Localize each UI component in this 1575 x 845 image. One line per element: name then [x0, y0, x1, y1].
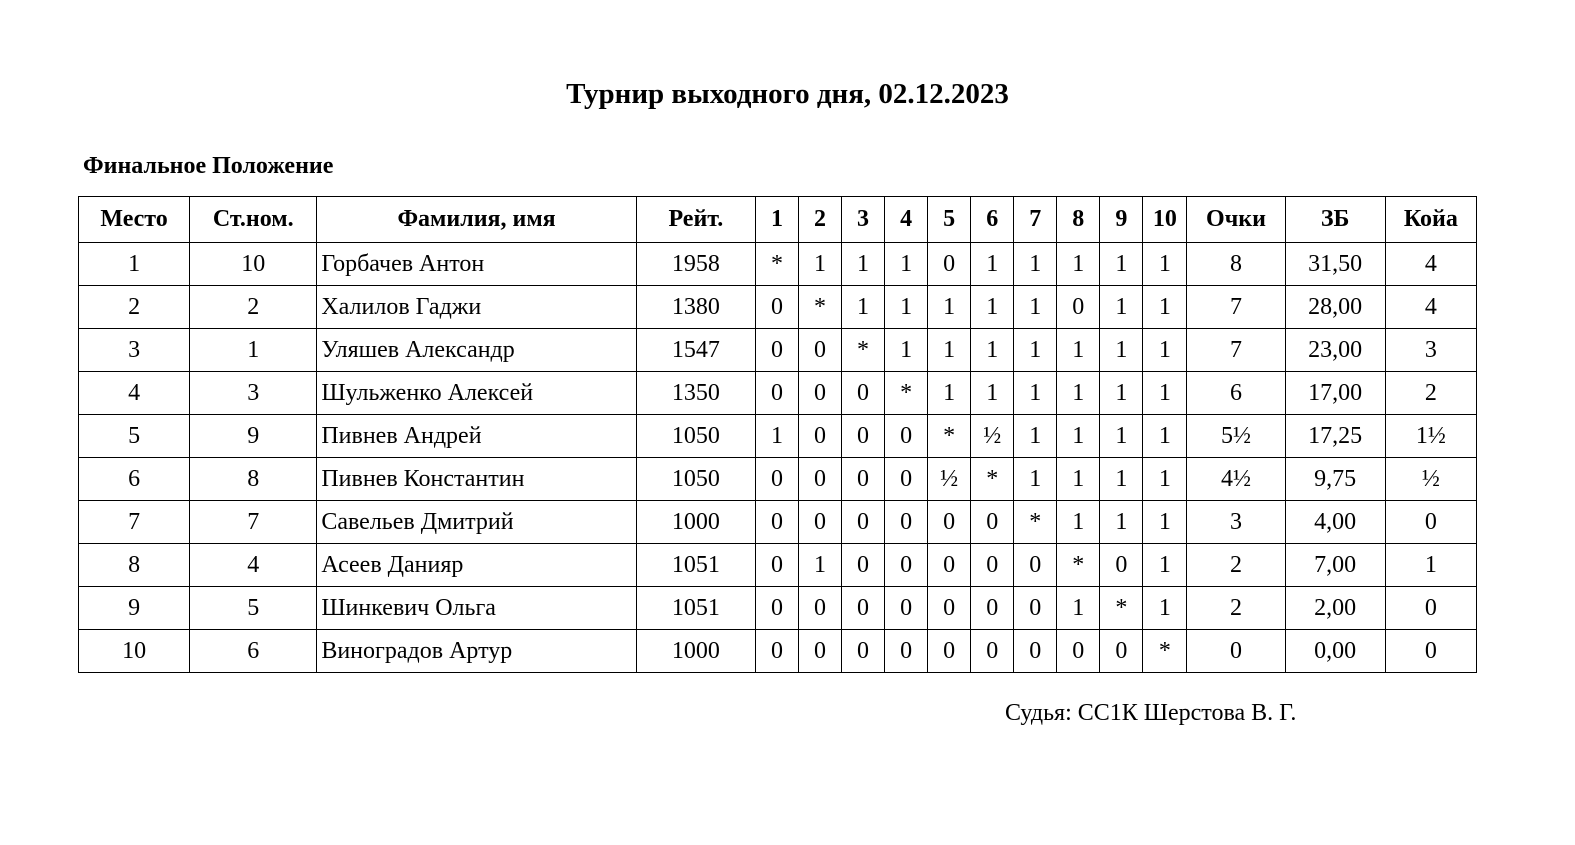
- result-cell: *: [798, 286, 841, 329]
- points-cell: 0: [1187, 630, 1285, 673]
- player-name-cell: Савельев Дмитрий: [317, 501, 636, 544]
- result-cell: *: [971, 458, 1014, 501]
- header-round-3: 3: [842, 197, 885, 243]
- result-cell: 1: [971, 372, 1014, 415]
- result-cell: *: [1100, 587, 1143, 630]
- place-cell: 4: [79, 372, 190, 415]
- header-place: Место: [79, 197, 190, 243]
- start-number-cell: 7: [190, 501, 317, 544]
- tiebreak-sb-cell: 17,00: [1285, 372, 1385, 415]
- result-cell: 0: [842, 587, 885, 630]
- points-cell: 7: [1187, 286, 1285, 329]
- standings-table: [78, 196, 1477, 673]
- table-body: [79, 243, 1477, 673]
- tiebreak-sb-cell: 9,75: [1285, 458, 1385, 501]
- result-cell: 0: [798, 587, 841, 630]
- table-row: [79, 372, 1477, 415]
- rating-cell: 1547: [636, 329, 755, 372]
- result-cell: 1: [1143, 501, 1187, 544]
- result-cell: 0: [755, 458, 798, 501]
- result-cell: *: [928, 415, 971, 458]
- tiebreak-koya-cell: 0: [1385, 587, 1476, 630]
- result-cell: 0: [885, 415, 928, 458]
- result-cell: 0: [798, 630, 841, 673]
- tiebreak-koya-cell: 0: [1385, 630, 1476, 673]
- result-cell: 1: [1014, 243, 1057, 286]
- table-row: [79, 243, 1477, 286]
- rating-cell: 1051: [636, 544, 755, 587]
- tiebreak-koya-cell: ½: [1385, 458, 1476, 501]
- result-cell: 0: [755, 587, 798, 630]
- result-cell: 1: [928, 372, 971, 415]
- result-cell: 1: [1143, 243, 1187, 286]
- section-heading: Финальное Положение: [83, 153, 334, 179]
- result-cell: 0: [885, 501, 928, 544]
- result-cell: 1: [1057, 458, 1100, 501]
- player-name-cell: Виноградов Артур: [317, 630, 636, 673]
- result-cell: 0: [1014, 544, 1057, 587]
- result-cell: 1: [928, 286, 971, 329]
- result-cell: 1: [1143, 286, 1187, 329]
- tiebreak-koya-cell: 4: [1385, 243, 1476, 286]
- points-cell: 6: [1187, 372, 1285, 415]
- header-round-5: 5: [928, 197, 971, 243]
- tiebreak-koya-cell: 2: [1385, 372, 1476, 415]
- result-cell: 1: [1014, 415, 1057, 458]
- result-cell: *: [1057, 544, 1100, 587]
- tiebreak-sb-cell: 17,25: [1285, 415, 1385, 458]
- header-round-2: 2: [798, 197, 841, 243]
- player-name-cell: Халилов Гаджи: [317, 286, 636, 329]
- tiebreak-sb-cell: 2,00: [1285, 587, 1385, 630]
- result-cell: *: [1143, 630, 1187, 673]
- place-cell: 9: [79, 587, 190, 630]
- points-cell: 5½: [1187, 415, 1285, 458]
- result-cell: 1: [1143, 587, 1187, 630]
- table-row: [79, 458, 1477, 501]
- result-cell: 1: [798, 243, 841, 286]
- result-cell: 0: [755, 329, 798, 372]
- header-round-4: 4: [885, 197, 928, 243]
- table-row: [79, 286, 1477, 329]
- table-row: [79, 630, 1477, 673]
- place-cell: 7: [79, 501, 190, 544]
- result-cell: 1: [885, 329, 928, 372]
- place-cell: 5: [79, 415, 190, 458]
- table-row: [79, 544, 1477, 587]
- result-cell: 1: [1057, 587, 1100, 630]
- rating-cell: 1000: [636, 501, 755, 544]
- result-cell: 1: [1057, 329, 1100, 372]
- result-cell: 0: [842, 544, 885, 587]
- points-cell: 2: [1187, 544, 1285, 587]
- result-cell: 0: [798, 415, 841, 458]
- result-cell: 1: [1014, 458, 1057, 501]
- header-start-no: Ст.ном.: [190, 197, 317, 243]
- result-cell: 0: [1014, 587, 1057, 630]
- result-cell: 1: [1100, 458, 1143, 501]
- result-cell: ½: [971, 415, 1014, 458]
- result-cell: 0: [755, 630, 798, 673]
- place-cell: 6: [79, 458, 190, 501]
- start-number-cell: 8: [190, 458, 317, 501]
- result-cell: 1: [1143, 329, 1187, 372]
- result-cell: 1: [755, 415, 798, 458]
- result-cell: ½: [928, 458, 971, 501]
- result-cell: *: [755, 243, 798, 286]
- header-koya: Койа: [1385, 197, 1476, 243]
- result-cell: 1: [971, 243, 1014, 286]
- result-cell: *: [885, 372, 928, 415]
- player-name-cell: Пивнев Андрей: [317, 415, 636, 458]
- header-sb: ЗБ: [1285, 197, 1385, 243]
- result-cell: 1: [1057, 501, 1100, 544]
- result-cell: 0: [885, 544, 928, 587]
- tiebreak-sb-cell: 4,00: [1285, 501, 1385, 544]
- player-name-cell: Уляшев Александр: [317, 329, 636, 372]
- result-cell: 1: [928, 329, 971, 372]
- tiebreak-sb-cell: 7,00: [1285, 544, 1385, 587]
- tiebreak-sb-cell: 0,00: [1285, 630, 1385, 673]
- result-cell: 1: [798, 544, 841, 587]
- result-cell: 1: [1100, 243, 1143, 286]
- result-cell: 1: [971, 286, 1014, 329]
- result-cell: 1: [1143, 458, 1187, 501]
- place-cell: 8: [79, 544, 190, 587]
- result-cell: *: [1014, 501, 1057, 544]
- table-row: [79, 415, 1477, 458]
- rating-cell: 1050: [636, 458, 755, 501]
- tiebreak-sb-cell: 23,00: [1285, 329, 1385, 372]
- points-cell: 8: [1187, 243, 1285, 286]
- result-cell: 0: [842, 501, 885, 544]
- result-cell: 1: [971, 329, 1014, 372]
- start-number-cell: 4: [190, 544, 317, 587]
- result-cell: 0: [755, 286, 798, 329]
- result-cell: 0: [928, 501, 971, 544]
- result-cell: 0: [928, 243, 971, 286]
- start-number-cell: 3: [190, 372, 317, 415]
- document-title: Турнир выходного дня, 02.12.2023: [566, 78, 1009, 110]
- start-number-cell: 9: [190, 415, 317, 458]
- result-cell: 1: [1057, 372, 1100, 415]
- result-cell: 0: [755, 544, 798, 587]
- player-name-cell: Шульженко Алексей: [317, 372, 636, 415]
- tiebreak-koya-cell: 4: [1385, 286, 1476, 329]
- start-number-cell: 1: [190, 329, 317, 372]
- start-number-cell: 10: [190, 243, 317, 286]
- result-cell: 1: [1100, 329, 1143, 372]
- result-cell: 1: [1100, 286, 1143, 329]
- result-cell: 1: [1143, 415, 1187, 458]
- table-row: [79, 501, 1477, 544]
- result-cell: 1: [1014, 329, 1057, 372]
- player-name-cell: Пивнев Константин: [317, 458, 636, 501]
- place-cell: 3: [79, 329, 190, 372]
- result-cell: 0: [1100, 630, 1143, 673]
- result-cell: 0: [928, 544, 971, 587]
- start-number-cell: 5: [190, 587, 317, 630]
- start-number-cell: 2: [190, 286, 317, 329]
- result-cell: 1: [1014, 372, 1057, 415]
- points-cell: 7: [1187, 329, 1285, 372]
- result-cell: 1: [1100, 501, 1143, 544]
- result-cell: 1: [885, 286, 928, 329]
- rating-cell: 1000: [636, 630, 755, 673]
- result-cell: 0: [798, 329, 841, 372]
- result-cell: 0: [755, 372, 798, 415]
- tiebreak-koya-cell: 1½: [1385, 415, 1476, 458]
- table-row: [79, 587, 1477, 630]
- result-cell: 0: [1100, 544, 1143, 587]
- header-round-8: 8: [1057, 197, 1100, 243]
- judge-signature: Судья: СС1К Шерстова В. Г.: [1005, 700, 1297, 726]
- place-cell: 10: [79, 630, 190, 673]
- tiebreak-sb-cell: 31,50: [1285, 243, 1385, 286]
- place-cell: 1: [79, 243, 190, 286]
- tiebreak-koya-cell: 0: [1385, 501, 1476, 544]
- header-round-10: 10: [1143, 197, 1187, 243]
- result-cell: 0: [842, 415, 885, 458]
- table-row: [79, 329, 1477, 372]
- result-cell: 1: [1014, 286, 1057, 329]
- tiebreak-koya-cell: 1: [1385, 544, 1476, 587]
- points-cell: 2: [1187, 587, 1285, 630]
- result-cell: 0: [755, 501, 798, 544]
- header-points: Очки: [1187, 197, 1285, 243]
- tiebreak-koya-cell: 3: [1385, 329, 1476, 372]
- player-name-cell: Асеев Данияр: [317, 544, 636, 587]
- result-cell: 1: [1143, 544, 1187, 587]
- points-cell: 4½: [1187, 458, 1285, 501]
- header-rating: Рейт.: [636, 197, 755, 243]
- result-cell: 0: [885, 458, 928, 501]
- result-cell: *: [842, 329, 885, 372]
- result-cell: 1: [1143, 372, 1187, 415]
- result-cell: 1: [1057, 243, 1100, 286]
- result-cell: 0: [885, 587, 928, 630]
- result-cell: 0: [971, 501, 1014, 544]
- result-cell: 0: [798, 501, 841, 544]
- header-round-9: 9: [1100, 197, 1143, 243]
- result-cell: 1: [885, 243, 928, 286]
- player-name-cell: Шинкевич Ольга: [317, 587, 636, 630]
- result-cell: 1: [842, 243, 885, 286]
- rating-cell: 1051: [636, 587, 755, 630]
- result-cell: 1: [842, 286, 885, 329]
- rating-cell: 1050: [636, 415, 755, 458]
- points-cell: 3: [1187, 501, 1285, 544]
- result-cell: 0: [1057, 286, 1100, 329]
- rating-cell: 1380: [636, 286, 755, 329]
- result-cell: 0: [971, 630, 1014, 673]
- result-cell: 0: [1057, 630, 1100, 673]
- header-name: Фамилия, имя: [317, 197, 636, 243]
- start-number-cell: 6: [190, 630, 317, 673]
- result-cell: 1: [1100, 372, 1143, 415]
- result-cell: 0: [798, 372, 841, 415]
- result-cell: 1: [1100, 415, 1143, 458]
- header-round-7: 7: [1014, 197, 1057, 243]
- result-cell: 0: [928, 587, 971, 630]
- player-name-cell: Горбачев Антон: [317, 243, 636, 286]
- result-cell: 0: [842, 630, 885, 673]
- result-cell: 0: [971, 587, 1014, 630]
- result-cell: 0: [842, 458, 885, 501]
- result-cell: 0: [1014, 630, 1057, 673]
- header-round-6: 6: [971, 197, 1014, 243]
- result-cell: 0: [928, 630, 971, 673]
- header-round-1: 1: [755, 197, 798, 243]
- rating-cell: 1350: [636, 372, 755, 415]
- table-header-row: [79, 197, 1477, 243]
- result-cell: 0: [842, 372, 885, 415]
- result-cell: 0: [971, 544, 1014, 587]
- result-cell: 0: [885, 630, 928, 673]
- place-cell: 2: [79, 286, 190, 329]
- result-cell: 1: [1057, 415, 1100, 458]
- tiebreak-sb-cell: 28,00: [1285, 286, 1385, 329]
- result-cell: 0: [798, 458, 841, 501]
- rating-cell: 1958: [636, 243, 755, 286]
